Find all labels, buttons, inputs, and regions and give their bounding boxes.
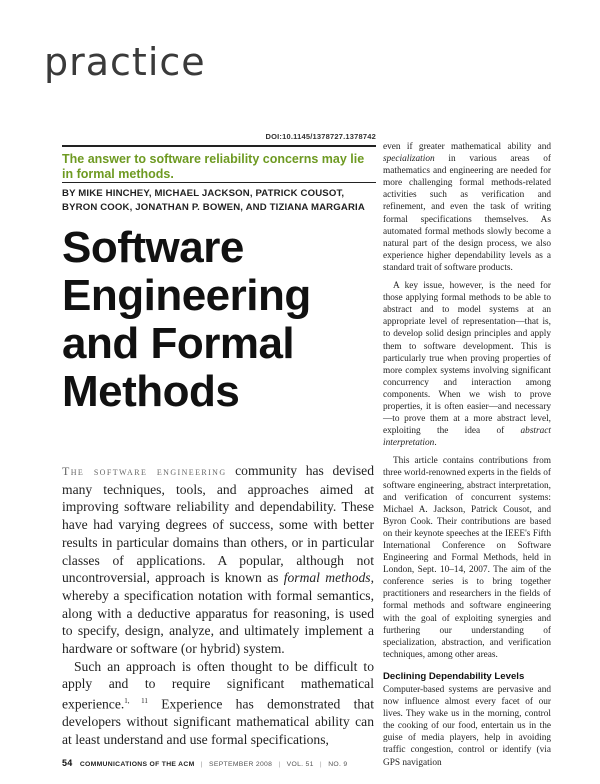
deck-bottom-rule: [62, 182, 376, 183]
section-subhead: Declining Dependability Levels: [383, 670, 525, 682]
doi-label: DOI:10.1145/1378727.1378742: [265, 132, 376, 141]
body-column-left: [62, 462, 374, 749]
body-paragraph: A key issue, however, is the need for those applying formal methods to be able to abstract and to model systems at an appropriate level of representation—that is, to develop solid design principles and apply them to software development. This is particularly true when proving properties of more complex systems involving significant concurrency and interaction among components. When we wish to prove properties, it is often easier—and necessary—to prove them at a more abstract level, exploiting the idea of abstract interpretation.: [383, 281, 551, 449]
issue-date: SEPTEMBER 2008: [209, 761, 273, 768]
body-paragraph: even if greater mathematical ability and specialization in various areas of mathematics and engineering are needed for more challenging formal methods-related activities such as verification and refinement, and even the task of writing formal specifications themselves. As automated formal methods slowly become a natural part of the design process, we also experience higher dependability levels as a standard trait of software products.: [383, 142, 551, 273]
footer-separator: |: [319, 761, 322, 768]
emphasis-formal-methods: formal methods: [283, 570, 371, 586]
section-title: practice: [44, 40, 206, 84]
page-number: 54: [62, 758, 73, 768]
volume-label: VOL. 51: [286, 761, 314, 768]
article-deck: The answer to software reliability concerns may lie in formal methods.: [62, 152, 365, 181]
deck-top-rule: [62, 145, 376, 147]
article-headline: Software Engineering and Formal Methods: [62, 223, 311, 416]
footer-separator: |: [200, 761, 203, 768]
page-footer: [62, 758, 552, 768]
body-paragraph: This article contains contributions from three world-renowned experts in the fields of software engineering, abstract interpretation, and verification of concurrent systems: Michael A. Jackson, Patrick Cousot, and Byron Cook. Their contributions are based on their keynote speeches at the IEEE's Fifth International Conference on Software Engineering and Formal Methods, held in London, Sept. 10–14, 2007. The aim of the conference series is to bring together practitioners and researchers in the fields of formal methods and software engineering with the goal of exploiting synergies and furthering our understanding of specialization, abstraction, and verification techniques, among other areas.: [383, 456, 551, 660]
body-paragraph: The software engineering community has devised many techniques, tools, and approaches aimed at improving software reliability and dependability. These have had varying degrees of success, some with better results in particular domains than others, or in particular classes of applications. A popular, although not uncontroversial, approach is known as formal methods, whereby a specification notation with formal semantics, along with a deductive apparatus for reasoning, is used to specify, design, analyze, and ultimately implement a hardware or software (or hybrid) system.: [62, 463, 374, 657]
magazine-name: COMMUNICATIONS OF THE ACM: [79, 761, 195, 768]
run-in-lead: The software engineering: [62, 464, 227, 478]
emphasis-abstract-interpretation: abstract interpretation: [383, 426, 551, 449]
author-byline: BY MIKE HINCHEY, MICHAEL JACKSON, PATRICK COUSOT, BYRON COOK, JONATHAN P. BOWEN, AND TIZIANA MARGARIA: [62, 188, 365, 213]
issue-number: NO. 9: [328, 761, 348, 768]
body-paragraph: Such an approach is often thought to be difficult to apply and to require significant mathematical experience.$^{1, 11}$ Experience has demonstrated that developers without significant mathematical ability can at least understand and use formal specifications,: [62, 658, 374, 748]
body-column-right: [383, 141, 551, 769]
body-paragraph: Computer-based systems are pervasive and now influence almost every facet of our lives. They wake us in the morning, control the cooking of our food, entertain us in the guise of media players, help in avoiding traffic congestion, control or identify (via GPS navigation: [383, 684, 551, 768]
reference-superscript: 1, 11: [124, 697, 148, 706]
footer-separator: |: [278, 761, 281, 768]
emphasis-specialization: specialization: [383, 154, 435, 165]
